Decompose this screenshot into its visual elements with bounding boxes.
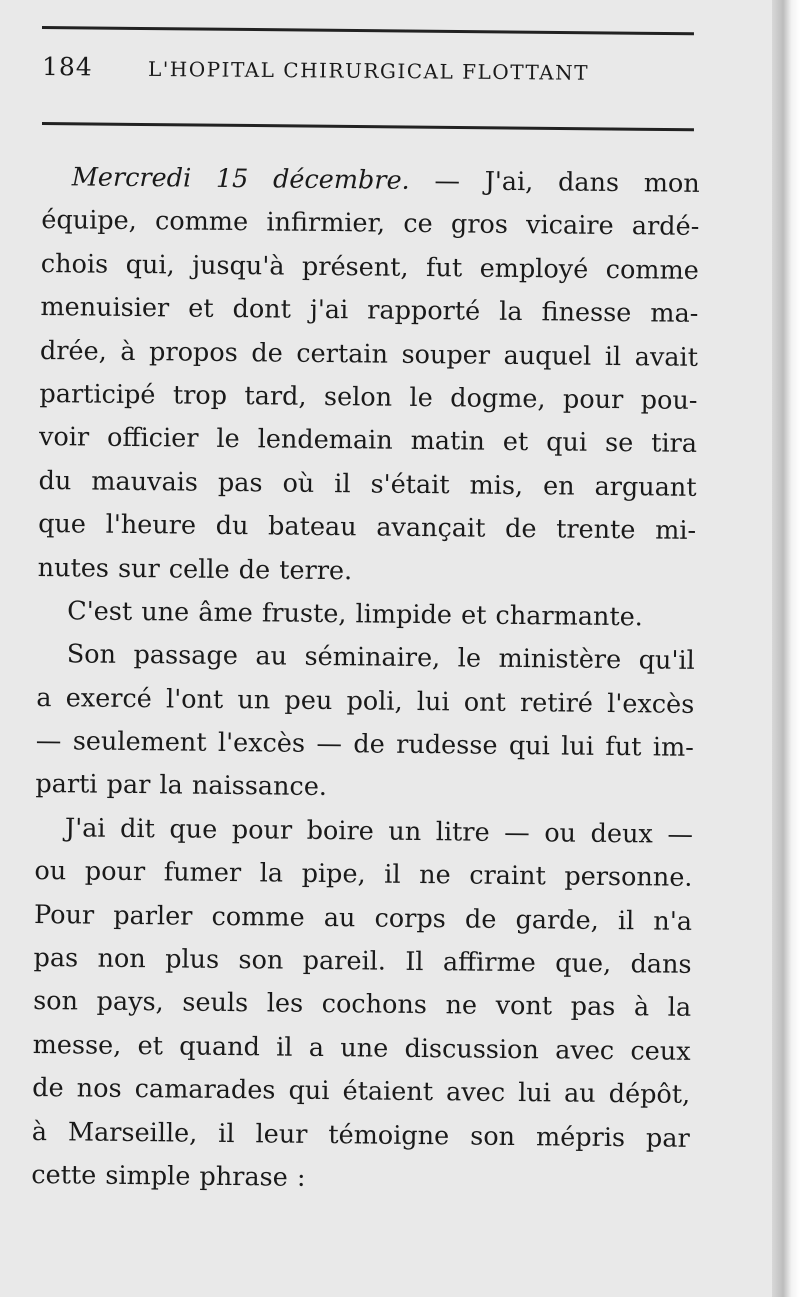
text-line: son pays, seuls les cochons ne vont pas à la bbox=[32, 986, 692, 1024]
text-line: pas non plus son pareil. Il affirme que, dans bbox=[33, 942, 692, 980]
running-title: L'HOPITAL CHIRURGICAL FLOTTANT bbox=[147, 56, 590, 85]
page-gutter-edge bbox=[772, 0, 800, 1297]
text-line: messe, et quand il a une discussion avec ceux bbox=[32, 1029, 691, 1067]
text-line: a exercé l'ont un peu poli, lui ont retiré l'excès bbox=[36, 682, 695, 720]
text-line: que l'heure du bateau avançait de trente mi- bbox=[37, 509, 697, 546]
text-line: cette simple phrase : bbox=[31, 1159, 306, 1193]
page-number: 184 bbox=[41, 52, 93, 82]
text-line: de nos camarades qui étaient avec lui au dépôt, bbox=[32, 1073, 691, 1111]
text-line: J'ai dit que pour boire un litre — ou deux — bbox=[64, 813, 694, 850]
text-line: — seulement l'excès — de rudesse qui lui fut im- bbox=[35, 726, 694, 763]
text-line-fragment: — J'ai, dans mon bbox=[434, 166, 700, 199]
text-line: du mauvais pas où il s'était mis, en arguant bbox=[38, 465, 697, 503]
text-line: équipe, comme infirmier, ce gros vicaire ardé- bbox=[41, 205, 700, 243]
text-line: parti par la naissance. bbox=[35, 769, 328, 803]
text-line: chois qui, jusqu'à présent, fut employé comme bbox=[40, 248, 699, 286]
body-text bbox=[31, 156, 700, 1204]
text-line bbox=[42, 156, 700, 206]
text-line: participé trop tard, selon le dogme, pour pou- bbox=[39, 378, 698, 416]
entry-date: Mercredi 15 décembre. bbox=[71, 162, 410, 196]
text-line: ou pour fumer la pipe, il ne craint personne. bbox=[34, 856, 693, 894]
top-rule bbox=[42, 26, 694, 35]
text-line: C'est une âme fruste, limpide et charmante. bbox=[67, 596, 644, 633]
text-line: menuisier et dont j'ai rapporté la finesse ma- bbox=[40, 292, 699, 330]
header-rule bbox=[42, 122, 694, 131]
text-line: nutes sur celle de terre. bbox=[37, 552, 353, 586]
running-head bbox=[42, 52, 698, 98]
text-line: Son passage au séminaire, le ministère qu'il bbox=[66, 639, 695, 677]
text-line: Pour parler comme au corps de garde, il n'a bbox=[33, 899, 693, 937]
text-line: voir officier le lendemain matin et qui se tira bbox=[38, 422, 698, 460]
text-line: à Marseille, il leur témoigne son mépris par bbox=[31, 1116, 690, 1154]
text-line: drée, à propos de certain souper auquel il avait bbox=[39, 335, 699, 373]
